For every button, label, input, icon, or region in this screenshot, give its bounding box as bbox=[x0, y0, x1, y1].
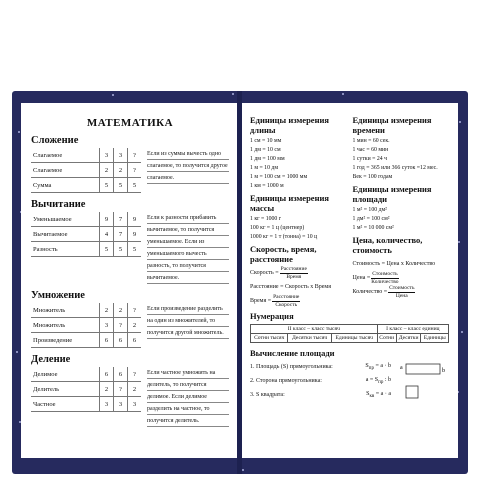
cost-formula: Стоимость = Цена x Количество bbox=[352, 261, 436, 267]
value-cell: 2 bbox=[114, 303, 128, 318]
value-cell: 5 bbox=[114, 242, 128, 257]
value-cell: 5 bbox=[114, 178, 128, 193]
side-a-label: a bbox=[400, 365, 403, 371]
value-cell: 6 bbox=[100, 333, 114, 348]
section-body bbox=[31, 367, 229, 427]
value-cell: 5 bbox=[100, 242, 114, 257]
unit-line: 1 год = 365 или 366 суток =12 мес. bbox=[352, 165, 438, 171]
star-decoration bbox=[16, 351, 18, 353]
numbering-table bbox=[250, 324, 449, 343]
formula-lhs: Время = bbox=[250, 298, 272, 304]
value-cell: 3 bbox=[100, 397, 114, 412]
rule-note: Если произведение разделить на один из множителей, то получится другой множитель. bbox=[147, 303, 229, 339]
time-list bbox=[353, 137, 450, 182]
speed-formula bbox=[250, 266, 347, 280]
unit-line: 1 кг = 1000 г bbox=[250, 216, 282, 222]
unit-line: 1 мин = 60 сек. bbox=[352, 138, 390, 144]
value-cell: 6 bbox=[128, 333, 142, 348]
operation-table bbox=[31, 148, 141, 193]
time-formula bbox=[250, 294, 347, 308]
value-cell: 3 bbox=[128, 397, 142, 412]
value-cell: 4 bbox=[100, 227, 114, 242]
term-label: Делимое bbox=[31, 367, 100, 382]
operation-table bbox=[31, 303, 141, 348]
numbering-cell: Десятки тысяч bbox=[288, 333, 331, 342]
section-heading: Сложение bbox=[31, 135, 79, 146]
table-row bbox=[31, 367, 141, 382]
formula-denominator: Время bbox=[286, 273, 302, 280]
value-cell: ? bbox=[114, 382, 128, 397]
section-body bbox=[31, 212, 229, 284]
page-title: МАТЕМАТИКА bbox=[86, 117, 174, 129]
value-cell: 3 bbox=[114, 148, 128, 163]
length-list bbox=[250, 137, 347, 191]
star-decoration bbox=[242, 469, 244, 471]
value-cell: 7 bbox=[114, 212, 128, 227]
numbering-cell: Сотни bbox=[377, 333, 396, 342]
formula-lhs: Количество = bbox=[352, 289, 388, 295]
term-label: Разность bbox=[31, 242, 100, 257]
area-rule-formula: $S_{пр} = a \cdot b$ bbox=[365, 362, 391, 372]
right-page bbox=[242, 103, 458, 458]
mass-heading: Единицы измерения массы bbox=[250, 193, 329, 213]
term-label: Частное bbox=[31, 397, 100, 412]
value-cell: 2 bbox=[128, 318, 142, 333]
rectangle-figure bbox=[396, 360, 450, 404]
section-heading: Вычитание bbox=[31, 199, 86, 210]
star-decoration bbox=[461, 331, 463, 333]
table-row bbox=[31, 163, 141, 178]
numbering-cell: Десятки bbox=[396, 333, 421, 342]
unit-line: 1 дм² = 100 см² bbox=[352, 216, 390, 222]
unit-line: 1000 кг = 1 т (тонна) = 10 ц bbox=[250, 234, 318, 240]
table-row bbox=[31, 242, 141, 257]
numbering-heading: Нумерация bbox=[250, 311, 294, 321]
unit-line: 1 см = 10 мм bbox=[250, 138, 282, 144]
value-cell: ? bbox=[114, 318, 128, 333]
value-cell: 2 bbox=[128, 382, 142, 397]
value-cell: 2 bbox=[100, 303, 114, 318]
value-cell: 7 bbox=[114, 227, 128, 242]
unit-line: Век = 100 годам bbox=[352, 174, 393, 180]
value-cell: 5 bbox=[128, 178, 142, 193]
class-units: I класс – класс единиц bbox=[377, 324, 448, 333]
operation-table bbox=[31, 367, 141, 412]
formula-denominator: Цена bbox=[395, 292, 408, 299]
value-cell: 2 bbox=[114, 163, 128, 178]
value-cell: 5 bbox=[128, 242, 142, 257]
rectangle-shape bbox=[406, 364, 440, 374]
value-cell: 9 bbox=[128, 212, 142, 227]
value-cell: 2 bbox=[100, 163, 114, 178]
area-rule-text: 3. S квадрата: bbox=[250, 392, 285, 398]
rule-note: Если из суммы вычесть одно слагаемое, то получится другое слагаемое. bbox=[147, 148, 229, 184]
star-decoration bbox=[458, 241, 460, 243]
price-formula bbox=[353, 271, 450, 285]
value-cell: 5 bbox=[100, 178, 114, 193]
formula-lhs: Скорость = bbox=[250, 270, 279, 276]
rule-note: Если частное умножить на делитель, то получится делимое. Если делимое разделить на частное, то получится делитель. bbox=[147, 367, 229, 427]
star-decoration bbox=[232, 93, 234, 95]
left-page bbox=[21, 103, 237, 458]
value-cell: 2 bbox=[100, 382, 114, 397]
area-units-heading: Единицы измерения площади bbox=[352, 184, 432, 204]
value-cell: ? bbox=[128, 163, 142, 178]
formula-numerator: Стоимость bbox=[372, 271, 398, 277]
section-heading: Деление bbox=[31, 354, 71, 365]
unit-line: 1 дм = 100 мм bbox=[250, 156, 285, 162]
value-cell: ? bbox=[128, 303, 142, 318]
table-row bbox=[31, 303, 141, 318]
term-label: Слагаемое bbox=[31, 148, 100, 163]
unit-line: 1 сутки = 24 ч bbox=[352, 156, 388, 162]
area-rule-text: 1. Площадь (S) прямоугольника: bbox=[250, 364, 333, 370]
area-rule-text: 2. Сторона прямоугольника: bbox=[250, 378, 322, 384]
time-heading: Единицы измерения времени bbox=[352, 115, 432, 135]
area-calc-heading: Вычисление площади bbox=[250, 347, 335, 358]
table-row bbox=[31, 397, 141, 412]
term-label: Множитель bbox=[31, 318, 100, 333]
star-decoration bbox=[112, 94, 114, 96]
quantity-formula bbox=[353, 285, 450, 299]
formula-lhs: Цена = bbox=[352, 275, 371, 281]
unit-line: 1 м² = 100 дм² bbox=[352, 207, 387, 213]
unit-line: 1 м² = 10 000 см² bbox=[352, 225, 394, 231]
class-thousands: II класс – класс тысяч bbox=[251, 324, 378, 333]
formula-numerator: Расстояние bbox=[280, 266, 307, 272]
term-label: Уменьшаемое bbox=[31, 212, 100, 227]
value-cell: 6 bbox=[114, 367, 128, 382]
star-decoration bbox=[342, 93, 344, 95]
formula-denominator: Скорость bbox=[275, 301, 298, 308]
star-decoration bbox=[18, 131, 20, 133]
table-row bbox=[31, 382, 141, 397]
formula-numerator: Расстояние bbox=[273, 294, 300, 300]
numbering-cell: Сотни тысяч bbox=[251, 333, 288, 342]
table-row bbox=[31, 333, 141, 348]
term-label: Вычитаемое bbox=[31, 227, 100, 242]
value-cell: 9 bbox=[100, 212, 114, 227]
term-label: Сумма bbox=[31, 178, 100, 193]
length-heading: Единицы измерения длины bbox=[250, 115, 329, 135]
unit-line: 1 м = 100 см = 1000 мм bbox=[250, 174, 308, 180]
section-body bbox=[31, 148, 229, 193]
value-cell: 3 bbox=[114, 397, 128, 412]
square-shape bbox=[406, 386, 418, 398]
value-cell: ? bbox=[128, 148, 142, 163]
numbering-cell: Единицы bbox=[421, 333, 449, 342]
unit-line: 1 час = 60 мин bbox=[352, 147, 389, 153]
unit-line: 100 кг = 1 ц (центнер) bbox=[250, 225, 305, 231]
numbering-cell: Единицы тысяч bbox=[331, 333, 377, 342]
rule-note: Если к разности прибавить вычитаемое, то получится уменьшаемое. Если из уменьшаемого вычесть разность, то получится вычитаемое. bbox=[147, 212, 229, 284]
unit-line: 1 км = 1000 м bbox=[250, 183, 284, 189]
value-cell: 9 bbox=[128, 227, 142, 242]
operation-table bbox=[31, 212, 141, 257]
table-row bbox=[31, 148, 141, 163]
formula-denominator: Количество bbox=[371, 278, 399, 285]
term-label: Множитель bbox=[31, 303, 100, 318]
price-heading: Цена, количество, стоимость bbox=[352, 235, 423, 255]
table-row bbox=[31, 212, 141, 227]
table-row bbox=[31, 318, 141, 333]
distance-formula: Расстояние = Скорость x Время bbox=[250, 284, 331, 290]
section-body bbox=[31, 303, 229, 348]
speed-heading: Скорость, время, расстояние bbox=[250, 244, 317, 264]
section-heading: Умножение bbox=[31, 290, 85, 301]
term-label: Слагаемое bbox=[31, 163, 100, 178]
value-cell: 6 bbox=[100, 367, 114, 382]
term-label: Делитель bbox=[31, 382, 100, 397]
term-label: Произведение bbox=[31, 333, 100, 348]
value-cell: ? bbox=[128, 367, 142, 382]
area-units-list bbox=[353, 206, 450, 233]
value-cell: 3 bbox=[100, 318, 114, 333]
formula-numerator: Стоимость bbox=[389, 285, 415, 291]
area-rule-formula: $S_{кв} = a \cdot a$ bbox=[366, 390, 391, 400]
area-rule-formula: $a = S_{пр}$ : b bbox=[365, 376, 391, 386]
star-decoration bbox=[459, 121, 461, 123]
value-cell: 6 bbox=[114, 333, 128, 348]
value-cell: 3 bbox=[100, 148, 114, 163]
mass-list bbox=[250, 215, 347, 242]
side-b-label: b bbox=[442, 368, 445, 374]
unit-line: 1 м = 10 дм bbox=[250, 165, 279, 171]
unit-line: 1 дм = 10 см bbox=[250, 147, 281, 153]
table-row bbox=[31, 227, 141, 242]
table-row bbox=[31, 178, 141, 193]
